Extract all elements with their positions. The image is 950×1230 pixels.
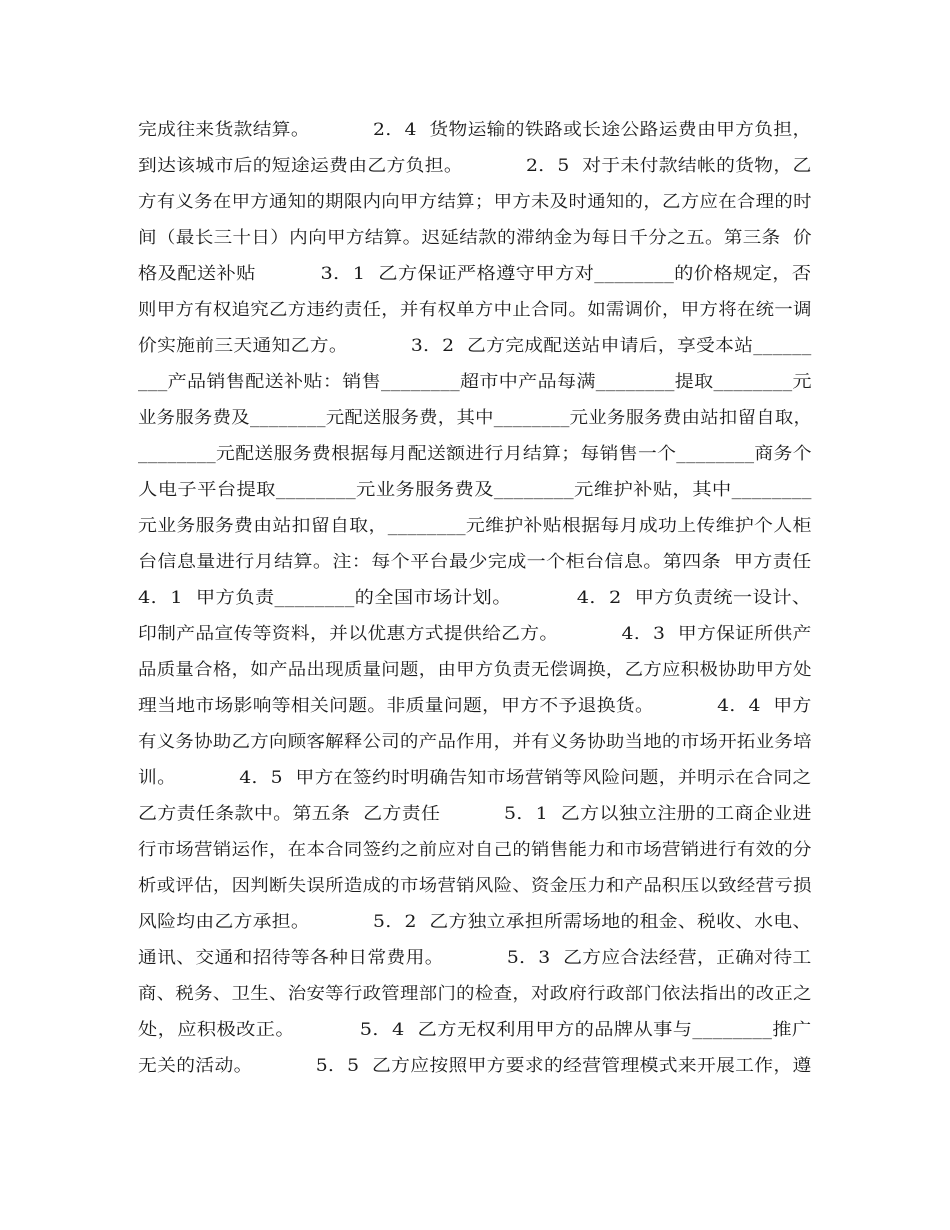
text-line: 风险均由乙方承担。 5．2 乙方独立承担所需场地的租金、税收、水电、 [138, 912, 812, 932]
text-line: 无关的活动。 5．5 乙方应按照甲方要求的经营管理模式来开展工作，遵 [138, 1056, 812, 1076]
text-line: 处，应积极改正。 5．4 乙方无权利用甲方的品牌从事与________推广 [138, 1020, 812, 1040]
text-line: 印制产品宣传等资料，并以优惠方式提供给乙方。 4．3 甲方保证所供产 [138, 624, 812, 644]
text-line: 有义务协助乙方向顾客解释公司的产品作用，并有义务协助当地的市场开拓业务培 [138, 732, 812, 752]
text-line: 格及配送补贴 3．1 乙方保证严格遵守甲方对________的价格规定，否 [138, 264, 812, 284]
text-line: 人电子平台提取________元业务服务费及________元维护补贴，其中________ [138, 480, 812, 500]
text-line: ___产品销售配送补贴：销售________超市中产品每满________提取________元 [138, 372, 812, 392]
text-line: 行市场营销运作，在本合同签约之前应对自己的销售能力和市场营销进行有效的分 [138, 840, 812, 860]
text-line: ________元配送服务费根据每月配送额进行月结算；每销售一个________商务个 [138, 444, 812, 464]
text-line: 训。 4．5 甲方在签约时明确告知市场营销等风险问题，并明示在合同之 [138, 768, 812, 788]
text-line: 乙方责任条款中。第五条 乙方责任 5．1 乙方以独立注册的工商企业进 [138, 804, 812, 824]
text-line: 方有义务在甲方通知的期限内向甲方结算；甲方未及时通知的，乙方应在合理的时 [138, 192, 812, 212]
text-line: 元业务服务费由站扣留自取，________元维护补贴根据每月成功上传维护个人柜 [138, 516, 812, 536]
text-line: 析或评估，因判断失误所造成的市场营销风险、资金压力和产品积压以致经营亏损 [138, 876, 812, 896]
text-line: 品质量合格，如产品出现质量问题，由甲方负责无偿调换，乙方应积极协助甲方处 [138, 660, 812, 680]
text-line: 理当地市场影响等相关问题。非质量问题，甲方不予退换货。 4．4 甲方 [138, 696, 812, 716]
text-line: 台信息量进行月结算。注：每个平台最少完成一个柜台信息。第四条 甲方责任 [138, 552, 812, 572]
text-line: 业务服务费及________元配送服务费，其中________元业务服务费由站扣留自取， [138, 408, 813, 428]
text-line: 间（最长三十日）内向甲方结算。迟延结款的滞纳金为每日千分之五。第三条 价 [138, 228, 812, 248]
text-line: 则甲方有权追究乙方违约责任，并有权单方中止合同。如需调价，甲方将在统一调 [138, 300, 812, 320]
text-line: 完成往来货款结算。 2．4 货物运输的铁路或长途公路运费由甲方负担， [138, 120, 812, 140]
text-line: 商、税务、卫生、治安等行政管理部门的检查，对政府行政部门依法指出的改正之 [138, 984, 812, 1004]
text-line: 价实施前三天通知乙方。 3．2 乙方完成配送站申请后，享受本站______ [138, 336, 812, 356]
text-line: 到达该城市后的短途运费由乙方负担。 2．5 对于未付款结帐的货物，乙 [138, 156, 812, 176]
text-line: 通讯、交通和招待等各种日常费用。 5．3 乙方应合法经营，正确对待工 [138, 948, 812, 968]
text-line: 4．1 甲方负责________的全国市场计划。 4．2 甲方负责统一设计、 [138, 588, 812, 608]
